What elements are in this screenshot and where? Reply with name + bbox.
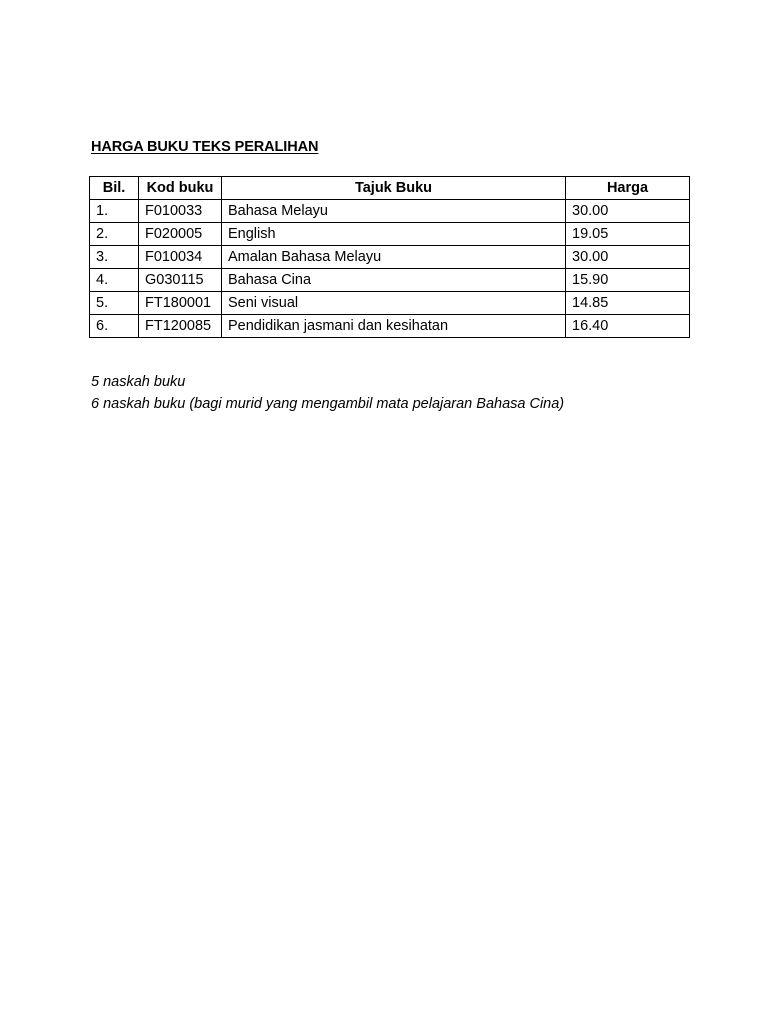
cell-tajuk-buku: Seni visual (222, 292, 566, 315)
cell-kod-buku: G030115 (139, 269, 222, 292)
header-harga: Harga (566, 177, 690, 200)
cell-tajuk-buku: Bahasa Cina (222, 269, 566, 292)
cell-harga: 16.40 (566, 315, 690, 338)
note-line: 6 naskah buku (bagi murid yang mengambil mata pelajaran Bahasa Cina) (91, 396, 565, 412)
table-row (90, 315, 690, 338)
cell-kod-buku: F010033 (139, 200, 222, 223)
cell-harga: 14.85 (566, 292, 690, 315)
cell-bil: 1. (90, 200, 139, 223)
cell-harga: 15.90 (566, 269, 690, 292)
cell-kod-buku: F020005 (139, 223, 222, 246)
table-header-row (90, 177, 690, 200)
table-row (90, 246, 690, 269)
price-table (89, 176, 690, 338)
cell-harga: 19.05 (566, 223, 690, 246)
notes (91, 371, 564, 415)
cell-kod-buku: F010034 (139, 246, 222, 269)
cell-kod-buku: FT180001 (139, 292, 222, 315)
note-line: 5 naskah buku (91, 374, 186, 390)
table-row (90, 223, 690, 246)
page-title: HARGA BUKU TEKS PERALIHAN (91, 139, 319, 155)
cell-bil: 5. (90, 292, 139, 315)
cell-kod-buku: FT120085 (139, 315, 222, 338)
header-bil: Bil. (90, 177, 139, 200)
cell-harga: 30.00 (566, 200, 690, 223)
table-row (90, 269, 690, 292)
cell-tajuk-buku: English (222, 223, 566, 246)
cell-tajuk-buku: Pendidikan jasmani dan kesihatan (222, 315, 566, 338)
cell-harga: 30.00 (566, 246, 690, 269)
cell-bil: 3. (90, 246, 139, 269)
table-row (90, 200, 690, 223)
cell-tajuk-buku: Amalan Bahasa Melayu (222, 246, 566, 269)
header-kod-buku: Kod buku (139, 177, 222, 200)
cell-bil: 4. (90, 269, 139, 292)
header-tajuk-buku: Tajuk Buku (222, 177, 566, 200)
table-row (90, 292, 690, 315)
cell-tajuk-buku: Bahasa Melayu (222, 200, 566, 223)
cell-bil: 2. (90, 223, 139, 246)
cell-bil: 6. (90, 315, 139, 338)
